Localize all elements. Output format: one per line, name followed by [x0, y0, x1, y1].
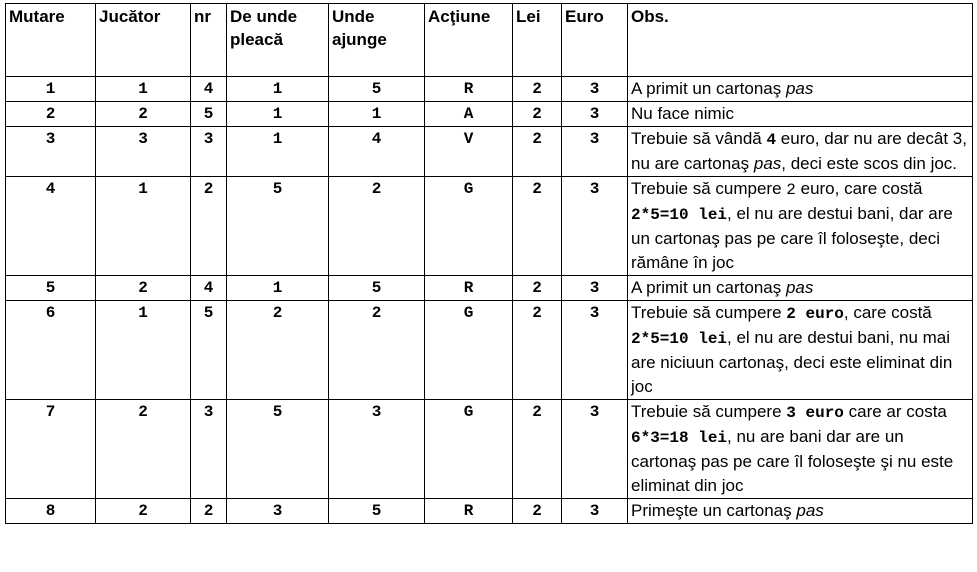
table-row	[6, 102, 973, 127]
cell-lei: 2	[513, 276, 562, 301]
obs-text: A primit un cartonaş	[631, 79, 786, 98]
cell-actiune: G	[425, 301, 513, 400]
obs-text: , deci este scos din joc.	[781, 154, 958, 173]
cell-actiune: A	[425, 102, 513, 127]
cell-obs	[628, 301, 973, 400]
table-row	[6, 400, 973, 499]
cell-nr: 2	[191, 177, 227, 276]
cell-obs	[628, 77, 973, 102]
header-unde-ajunge: Unde ajunge	[329, 4, 425, 77]
header-obs: Obs.	[628, 4, 973, 77]
obs-mono: 2*5=10 lei	[631, 206, 728, 224]
cell-lei: 2	[513, 499, 562, 524]
header-actiune: Acţiune	[425, 4, 513, 77]
cell-de-unde: 1	[227, 77, 329, 102]
obs-italic: pas	[785, 278, 814, 297]
cell-actiune: R	[425, 77, 513, 102]
cell-nr: 2	[191, 499, 227, 524]
cell-de-unde: 1	[227, 276, 329, 301]
cell-jucator: 2	[96, 400, 191, 499]
obs-text: Trebuie să cumpere	[631, 179, 787, 198]
cell-de-unde: 5	[227, 177, 329, 276]
cell-euro: 3	[562, 177, 628, 276]
cell-obs	[628, 276, 973, 301]
cell-nr: 4	[191, 276, 227, 301]
cell-actiune: V	[425, 127, 513, 177]
cell-jucator: 1	[96, 177, 191, 276]
obs-italic: pas	[796, 501, 824, 520]
cell-euro: 3	[562, 499, 628, 524]
cell-euro: 3	[562, 301, 628, 400]
cell-mutare: 2	[6, 102, 96, 127]
obs-text: , nu are bani dar are un cartonaş pas pe care îl foloseşte şi nu este eliminat din joc	[631, 427, 954, 495]
obs-text: care ar costa	[843, 402, 947, 421]
cell-unde: 5	[329, 499, 425, 524]
cell-nr: 5	[191, 102, 227, 127]
obs-text: Trebuie să cumpere	[631, 402, 787, 421]
cell-actiune: G	[425, 177, 513, 276]
header-euro: Euro	[562, 4, 628, 77]
header-lei: Lei	[513, 4, 562, 77]
obs-italic: pas	[785, 79, 814, 98]
cell-actiune: R	[425, 276, 513, 301]
cell-de-unde: 3	[227, 499, 329, 524]
obs-text: , el nu are destui bani, dar are un cartonaş pas pe care îl foloseşte, deci rămâne în joc	[631, 204, 953, 272]
cell-nr: 5	[191, 301, 227, 400]
cell-obs	[628, 400, 973, 499]
cell-jucator: 2	[96, 499, 191, 524]
cell-obs	[628, 102, 973, 127]
header-de-unde-pleaca: De unde pleacă	[227, 4, 329, 77]
cell-euro: 3	[562, 102, 628, 127]
cell-lei: 2	[513, 77, 562, 102]
obs-text: euro, dar nu are decât 3, nu are cartonaş	[631, 129, 967, 173]
obs-mono: 4	[766, 131, 777, 149]
obs-text: Nu face nimic	[631, 104, 734, 123]
cell-jucator: 1	[96, 77, 191, 102]
cell-euro: 3	[562, 127, 628, 177]
cell-unde: 4	[329, 127, 425, 177]
cell-mutare: 1	[6, 77, 96, 102]
cell-unde: 3	[329, 400, 425, 499]
cell-unde: 5	[329, 77, 425, 102]
table-row	[6, 77, 973, 102]
obs-italic: pas	[753, 154, 782, 173]
cell-obs	[628, 127, 973, 177]
cell-jucator: 2	[96, 102, 191, 127]
obs-text: , el nu are destui bani, nu mai are niciuun cartonaş, deci este eliminat din joc	[631, 328, 953, 396]
cell-de-unde: 1	[227, 102, 329, 127]
obs-mono: 2 euro	[786, 305, 844, 323]
cell-mutare: 8	[6, 499, 96, 524]
cell-mutare: 3	[6, 127, 96, 177]
cell-mutare: 4	[6, 177, 96, 276]
obs-mono: 3 euro	[786, 404, 844, 422]
obs-mono: 6*3=18 lei	[631, 429, 728, 447]
cell-obs	[628, 177, 973, 276]
header-nr: nr	[191, 4, 227, 77]
table-row	[6, 276, 973, 301]
moves-table	[5, 3, 973, 524]
table-row	[6, 301, 973, 400]
cell-mutare: 5	[6, 276, 96, 301]
cell-lei: 2	[513, 127, 562, 177]
table-row	[6, 127, 973, 177]
cell-euro: 3	[562, 276, 628, 301]
cell-unde: 1	[329, 102, 425, 127]
table-row	[6, 177, 973, 276]
obs-mono: 2	[786, 181, 796, 199]
obs-mono: 2*5=10 lei	[631, 330, 728, 348]
cell-nr: 3	[191, 400, 227, 499]
obs-text: Primeşte un cartonaş	[631, 501, 797, 520]
header-row	[6, 4, 973, 77]
obs-text: A primit un cartonaş	[631, 278, 786, 297]
table-row	[6, 499, 973, 524]
cell-lei: 2	[513, 102, 562, 127]
cell-jucator: 2	[96, 276, 191, 301]
cell-unde: 2	[329, 301, 425, 400]
obs-text: Trebuie să vândă	[631, 129, 767, 148]
obs-text: Trebuie să cumpere	[631, 303, 787, 322]
cell-nr: 3	[191, 127, 227, 177]
cell-euro: 3	[562, 400, 628, 499]
obs-text: euro, care costă	[795, 179, 923, 198]
header-jucator: Jucător	[96, 4, 191, 77]
header-mutare: Mutare	[6, 4, 96, 77]
cell-jucator: 1	[96, 301, 191, 400]
cell-de-unde: 1	[227, 127, 329, 177]
cell-unde: 5	[329, 276, 425, 301]
cell-lei: 2	[513, 400, 562, 499]
cell-actiune: G	[425, 400, 513, 499]
cell-nr: 4	[191, 77, 227, 102]
cell-mutare: 7	[6, 400, 96, 499]
cell-obs	[628, 499, 973, 524]
cell-mutare: 6	[6, 301, 96, 400]
cell-lei: 2	[513, 177, 562, 276]
cell-euro: 3	[562, 77, 628, 102]
obs-text: , care costă	[843, 303, 932, 322]
cell-unde: 2	[329, 177, 425, 276]
cell-de-unde: 5	[227, 400, 329, 499]
cell-de-unde: 2	[227, 301, 329, 400]
cell-lei: 2	[513, 301, 562, 400]
cell-actiune: R	[425, 499, 513, 524]
cell-jucator: 3	[96, 127, 191, 177]
